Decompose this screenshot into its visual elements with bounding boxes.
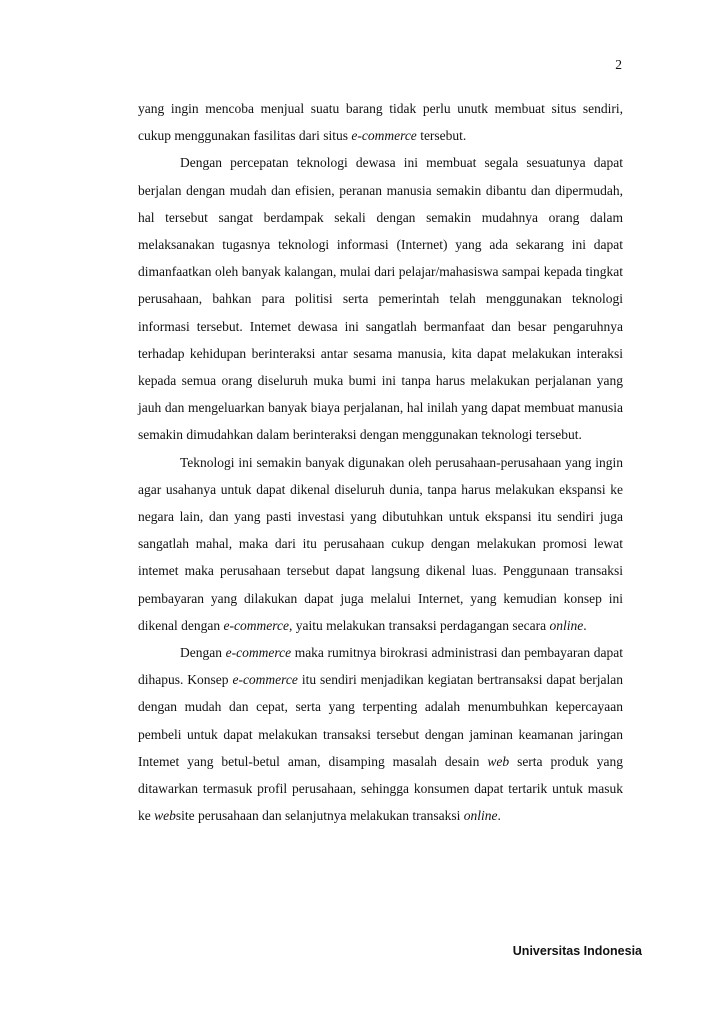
text-run: , yaitu melakukan transaksi perdagangan secara — [288, 617, 550, 633]
text-run: itu sendiri menjadikan kegiatan bertransaksi dapat berjalan dengan mudah dan cepat, serta yang terpenting adalah menumbuhkan kepercayaan pembeli untuk dapat melakukan transaksi tersebut dengan jaminan keamanan jaringan Intemet yang betul-betul aman, disamping masalah desain — [138, 672, 623, 769]
text-run: site perusahaan dan selanjutnya melakukan transaksi — [175, 808, 464, 824]
italic-term: online — [463, 808, 498, 824]
page-number: 2 — [615, 57, 622, 72]
paragraph — [138, 639, 623, 829]
text-run: serta produk yang ditawarkan termasuk profil perusahaan, sehingga konsumen dapat tertarik untuk masuk ke — [138, 753, 623, 824]
paragraph — [138, 149, 623, 448]
text-run: tersebut. — [416, 128, 467, 144]
italic-term: e-commerce — [351, 128, 417, 144]
italic-term: online — [549, 617, 584, 633]
text-run: Dengan percepatan teknologi dewasa ini membuat segala sesuatunya dapat berjalan dengan mudah dan efisien, peranan manusia semakin dibantu dan dipermudah, hal tersebut sangat berdampak sekali dengan semakin mudahnya orang dalam melaksanakan tugasnya teknologi informasi (Internet) yang ada sekarang ini dapat dimanfaatkan oleh banyak kalangan, mulai dari pelajar/mahasiswa sampai kepada tingkat perusahaan, bahkan para politisi serta pemerintah telah menggunakan teknologi informasi tersebut. Intemet dewasa ini sangatlah bermanfaat dan besar pengaruhnya terhadap kehidupan berinteraksi antar sesama manusia, kita dapat melakukan interaksi kepada semua orang diseluruh muka bumi ini tanpa harus melakukan perjalanan yang jauh dan mengeluarkan banyak biaya perjalanan, hal inilah yang dapat membuat manusia semakin dimudahkan dalam berinteraksi dengan menggunakan teknologi tersebut. — [138, 155, 623, 443]
text-run: yang ingin mencoba menjual suatu barang tidak perlu unutk membuat situs sendiri, cukup menggunakan fasilitas dari situs — [138, 101, 623, 144]
text-run: Teknologi ini semakin banyak digunakan oleh perusahaan-perusahaan yang ingin agar usahanya untuk dapat dikenal diseluruh dunia, tanpa harus melakukan ekspansi ke negara lain, dan yang pasti investasi yang dibutuhkan untuk ekspansi itu sendiri juga sangatlah mahal, maka dari itu perusahaan cukup dengan melakukan promosi lewat intemet maka perusahaan tersebut dapat langsung dikenal luas. Penggunaan transaksi pembayaran yang dilakukan dapat juga melalui Internet, yang kemudian konsep ini dikenal dengan — [138, 454, 623, 633]
text-run: . — [497, 808, 501, 824]
italic-term: web — [487, 753, 510, 769]
italic-term: e-commerce — [225, 645, 292, 661]
text-run: maka rumitnya birokrasi administrasi dan pembayaran dapat dihapus. Konsep — [138, 645, 624, 688]
italic-term: e-commerce — [223, 617, 289, 633]
text-run: . — [583, 617, 587, 633]
text-run: Dengan — [180, 645, 226, 661]
paragraph — [138, 95, 623, 149]
italic-term: web — [154, 808, 176, 824]
footer-institution: Universitas Indonesia — [512, 944, 642, 958]
body-text — [138, 95, 623, 829]
italic-term: e-commerce — [232, 672, 298, 688]
paragraph — [138, 449, 623, 639]
